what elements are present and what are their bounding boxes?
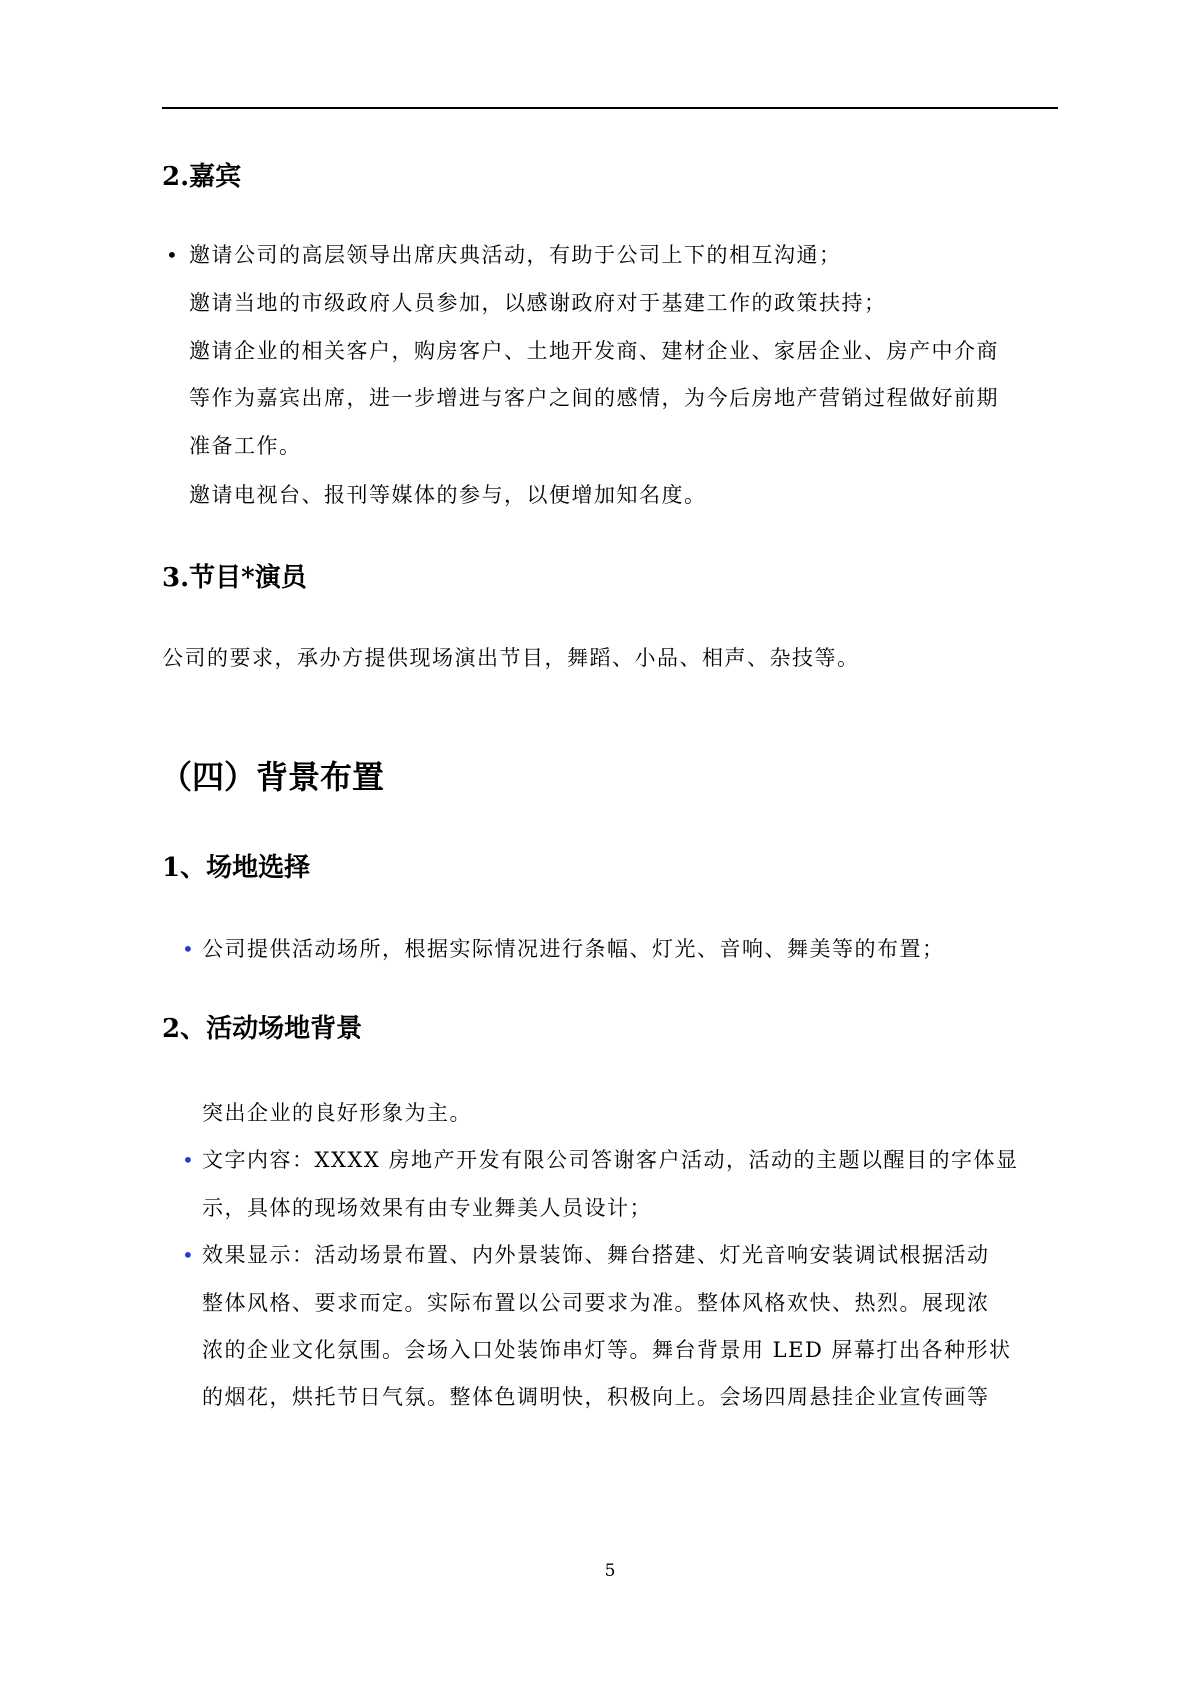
- guests-line-2: 邀请当地的市级政府人员参加，以感谢政府对于基建工作的政策扶持；: [189, 291, 887, 315]
- program-heading: 3.节目*演员: [162, 563, 307, 593]
- guests-line-6: 邀请电视台、报刊等媒体的参与，以便增加知名度。: [189, 483, 707, 507]
- guests-line-3: 邀请企业的相关客户，购房客户、土地开发商、建材企业、家居企业、房产中介商: [189, 339, 999, 363]
- text-content-line-1: 文字内容：XXXX 房地产开发有限公司答谢客户活动，活动的主题以醒目的字体显: [202, 1148, 1019, 1172]
- guests-line-1: 邀请公司的高层领导出席庆典活动，有助于公司上下的相互沟通；: [189, 243, 842, 267]
- effect-line-3: 浓的企业文化氛围。会场入口处装饰串灯等。舞台背景用 LED 屏幕打出各种形状: [202, 1338, 1012, 1362]
- venue-text: 公司提供活动场所，根据实际情况进行条幅、灯光、音响、舞美等的布置；: [202, 937, 945, 961]
- bullet-icon: •: [166, 243, 178, 267]
- venue-bg-intro: 突出企业的良好形象为主。: [202, 1101, 472, 1125]
- header-rule: [162, 107, 1058, 109]
- effect-line-4: 的烟花，烘托节日气氛。整体色调明快，积极向上。会场四周悬挂企业宣传画等: [202, 1385, 990, 1409]
- bullet-icon: •: [182, 937, 194, 961]
- venue-bg-heading: 2、活动场地背景: [162, 1014, 363, 1044]
- page-number: 5: [604, 1561, 616, 1581]
- text-content-line-2: 示，具体的现场效果有由专业舞美人员设计；: [202, 1196, 652, 1220]
- guests-line-4: 等作为嘉宾出席，进一步增进与客户之间的感情，为今后房地产营销过程做好前期: [189, 386, 999, 410]
- bullet-icon: •: [182, 1148, 194, 1172]
- bullet-icon: •: [182, 1243, 194, 1267]
- guests-line-5: 准备工作。: [189, 434, 302, 458]
- background-heading: （四）背景布置: [160, 758, 385, 796]
- guests-heading: 2.嘉宾: [162, 162, 242, 192]
- program-text: 公司的要求，承办方提供现场演出节目，舞蹈、小品、相声、杂技等。: [162, 646, 860, 670]
- effect-line-2: 整体风格、要求而定。实际布置以公司要求为准。整体风格欢快、热烈。展现浓: [202, 1291, 990, 1315]
- venue-heading: 1、场地选择: [162, 853, 311, 883]
- effect-line-1: 效果显示：活动场景布置、内外景装饰、舞台搭建、灯光音响安装调试根据活动: [202, 1243, 990, 1267]
